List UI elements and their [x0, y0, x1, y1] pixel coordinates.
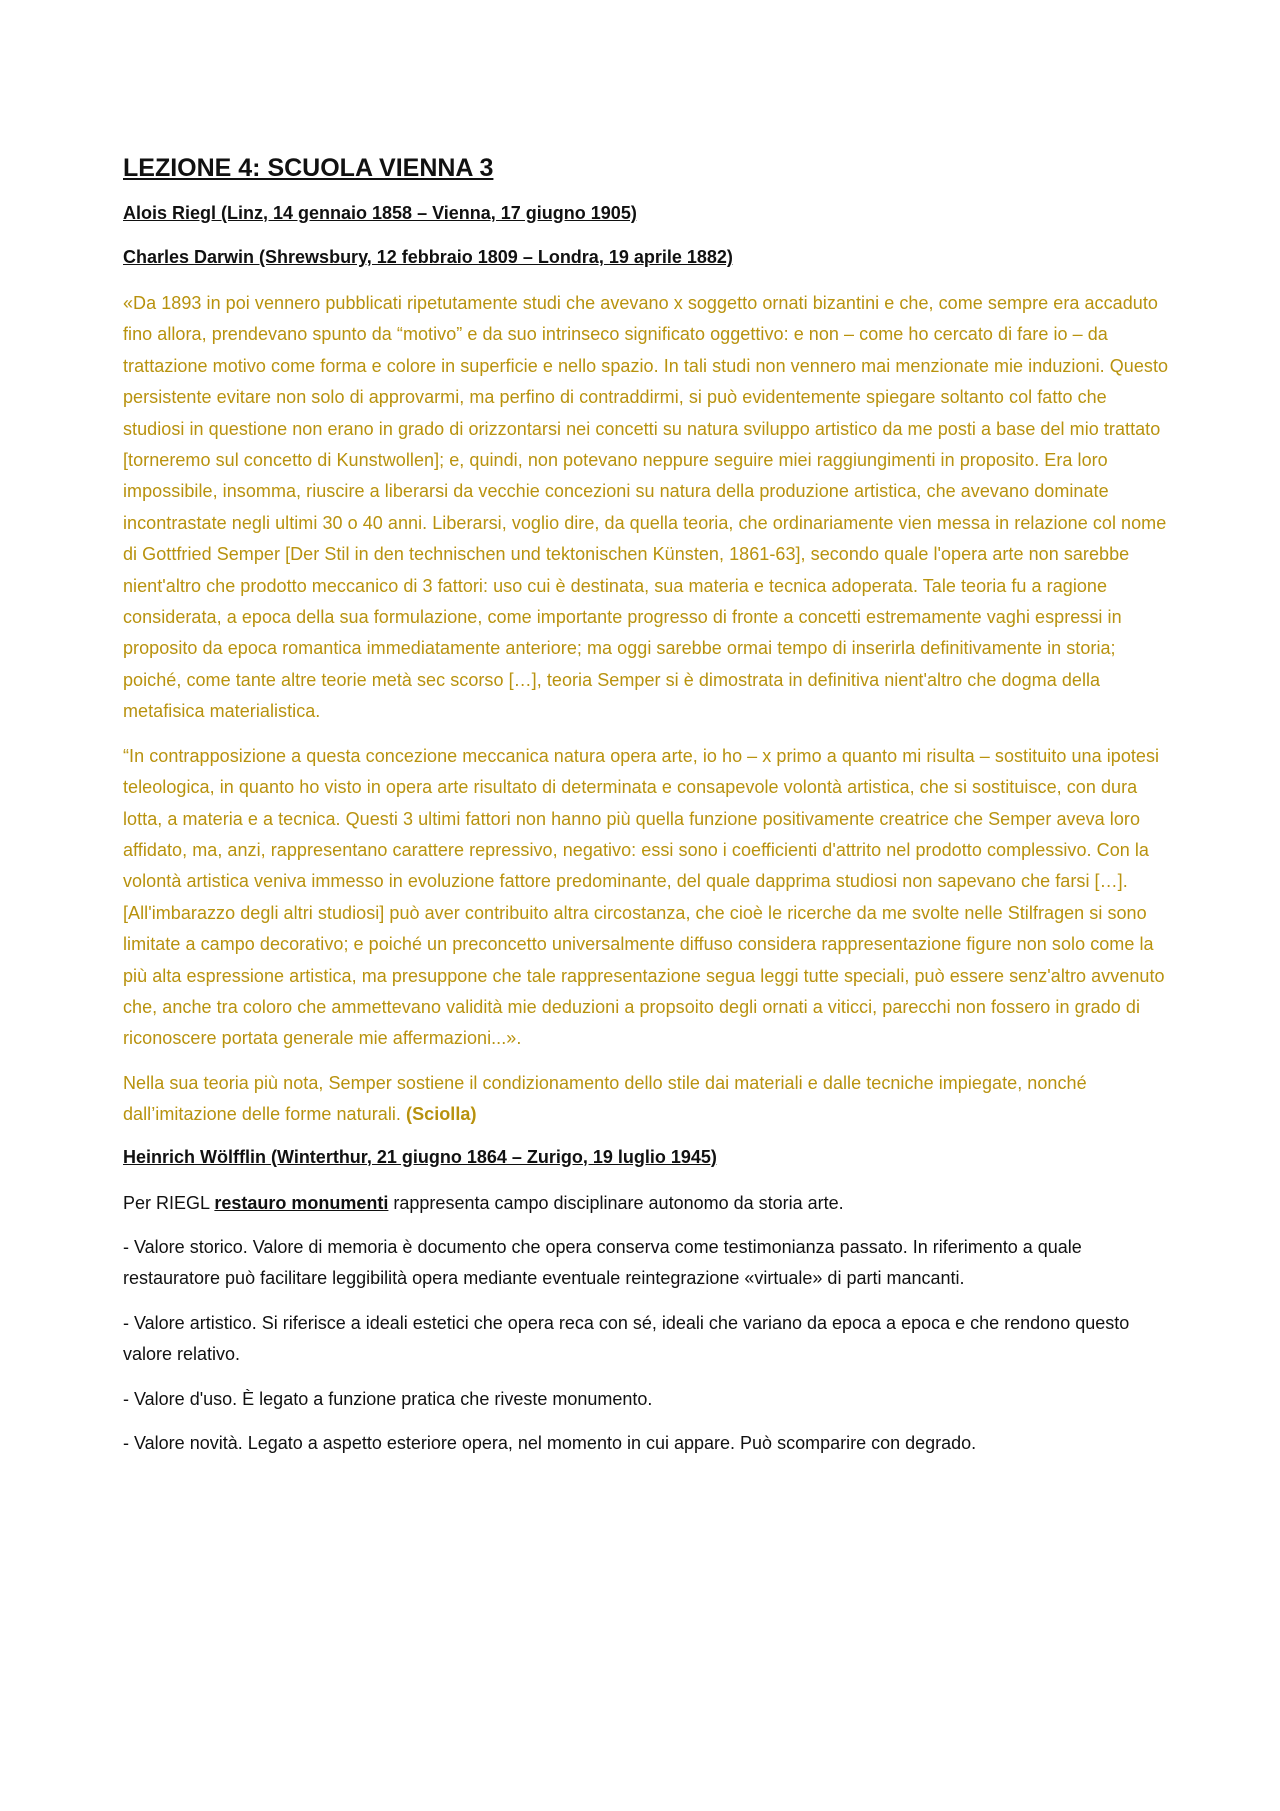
value-item-artistico: - Valore artistico. Si riferisce a ideali estetici che opera reca con sé, ideali che variano da epoca a epoca e che rendono questo valore relativo. [123, 1312, 1130, 1365]
quote-paragraph: “In contrapposizione a questa concezione meccanica natura opera arte, io ho – x primo a quanto mi risulta – sostituito una ipotesi teleologica, in quanto ho visto in opera arte risultato di determinata e consapevole volontà artistica, che si sostituisce, con dura lotta, a materia e a tecnica. Questi 3 ultimi fattori non hanno più quella funzione positivamente creatrice che Semper aveva loro affidato, ma, anzi, rappresentano carattere repressivo, negativo: essi sono i coefficienti d'attrito nel prodotto complessivo. Con la volontà artistica veniva immesso in evoluzione fattore predominante, del quale dapprima studiosi non sapevano che farsi […]. [All'imbarazzo degli altri studiosi] può aver contribuito altra circostanza, che cioè le ricerche da me svolte nelle Stilfragen si sono limitate a campo decorativo; e poiché un preconcetto universalmente diffuso considera rappresentazione figure non solo come la più alta espressione artistica, ma presuppone che tale rappresentazione segua leggi tutte speciali, può essere senz'altro avvenuto che, anche tra coloro che ammettevano validità mie deduzioni a propsoito degli ornati a viticci, parecchi non fossero in grado di riconoscere portata generale mie affermazioni...». [123, 745, 1165, 1049]
heading-wolfflin: Heinrich Wölfflin (Winterthur, 21 giugno 1864 – Zurigo, 19 luglio 1945) [123, 1146, 717, 1167]
riegl-intro-before: Per RIEGL [123, 1192, 215, 1213]
document-page [123, 150, 1173, 1472]
semper-note-text: Nella sua teoria più nota, Semper sostiene il condizionamento dello stile dai materiali e dalle tecniche impiegate, nonché dall’imitazione delle forme naturali. [123, 1072, 1087, 1125]
page-title: LEZIONE 4: SCUOLA VIENNA 3 [123, 154, 494, 182]
semper-note-source: (Sciolla) [406, 1104, 477, 1125]
heading-darwin: Charles Darwin (Shrewsbury, 12 febbraio 1809 – Londra, 19 aprile 1882) [123, 247, 733, 267]
riegl-intro-emphasis: restauro monumenti [214, 1192, 389, 1213]
heading-riegl: Alois Riegl (Linz, 14 gennaio 1858 – Vienna, 17 giugno 1905) [123, 203, 637, 223]
value-item-uso: - Valore d'uso. È legato a funzione pratica che riveste monumento. [123, 1388, 653, 1409]
value-item-storico: - Valore storico. Valore di memoria è documento che opera conserva come testimonianza passato. In riferimento a quale restauratore può facilitare leggibilità opera mediante eventuale reintegrazione «virtuale» di parti mancanti. [123, 1236, 1082, 1289]
riegl-intro [123, 1188, 1173, 1219]
semper-note [123, 1068, 1173, 1131]
riegl-intro-after: rappresenta campo disciplinare autonomo da storia arte. [388, 1192, 844, 1213]
value-item-novita: - Valore novità. Legato a aspetto esteriore opera, nel momento in cui appare. Può scomparire con degrado. [123, 1433, 977, 1453]
quote-paragraph: «Da 1893 in poi vennero pubblicati ripetutamente studi che avevano x soggetto ornati bizantini e che, come sempre era accaduto fino allora, prendevano spunto da “motivo” e da suo intrinseco significato oggettivo: e non – come ho cercato di fare io – da trattazione motivo come forma e colore in superficie e nello spazio. In tali studi non vennero mai menzionate mie induzioni. Questo persistente evitare non solo di approvarmi, ma perfino di contraddirmi, si può evidentemente spiegare soltanto col fatto che studiosi in questione non erano in grado di orizzontarsi nei concetti su natura sviluppo artistico da me posti a base del mio trattato [torneremo sul concetto di Kunstwollen]; e, quindi, non potevano neppure seguire miei raggiungimenti in proposito. Era loro impossibile, insomma, riuscire a liberarsi da vecchie concezioni su natura della produzione artistica, che avevano dominate incontrastate negli ultimi 30 o 40 anni. Liberarsi, voglio dire, da quella teoria, che ordinariamente vien messa in relazione col nome di Gottfried Semper [Der Stil in den technischen und tektonischen Künsten, 1861-63], secondo quale l'opera arte non sarebbe nient'altro che prodotto meccanico di 3 fattori: uso cui è destinata, sua materia e tecnica adoperata. Tale teoria fu a ragione considerata, a epoca della sua formulazione, come importante progresso di fronte a concetti estremamente vaghi espressi in proposito da epoca romantica immediatamente anteriore; ma oggi sarebbe ormai tempo di inserirla definitivamente in storia; poiché, come tante altre teorie metà sec scorso […], teoria Semper si è dimostrata in definitiva nient'altro che dogma della metafisica materialistica. [123, 293, 1169, 722]
